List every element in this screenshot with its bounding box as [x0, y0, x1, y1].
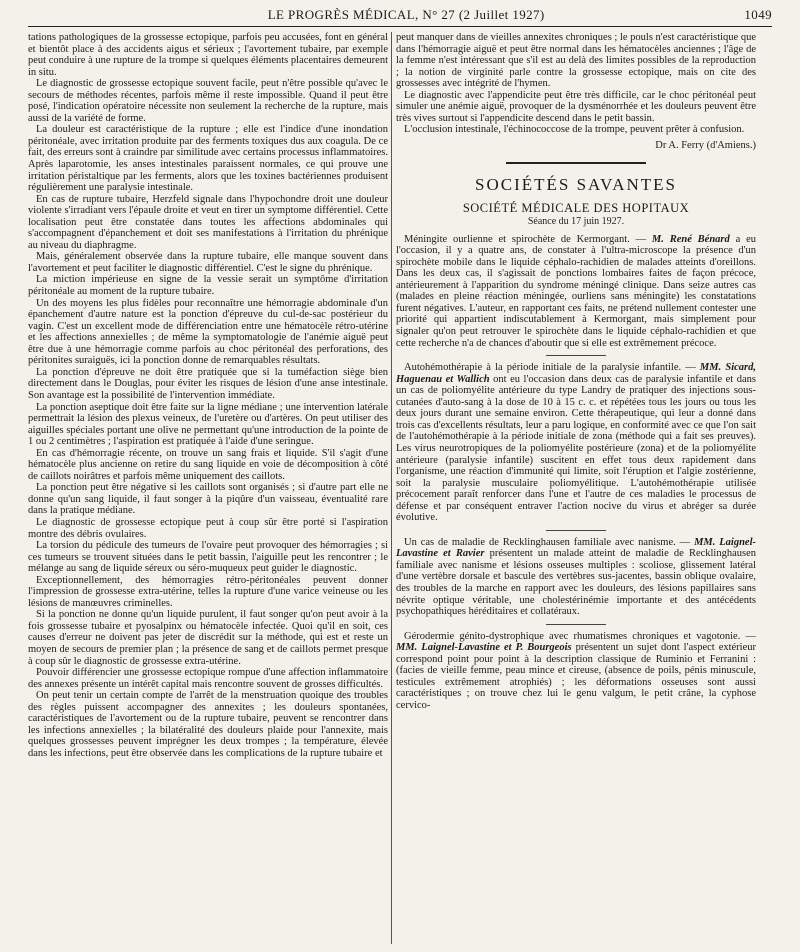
paragraph: Le diagnostic de grossesse ectopique souvent facile, peut n'être possible qu'avec le secours de méthodes récentes, parfois même il reste impossible. Quand il peut être posé, l'indication opératoire nécessite non seulement la recherche de la rupture, mais aussi de la variété de forme.	[28, 78, 388, 124]
right-column	[396, 32, 756, 711]
paragraph: Exceptionnellement, des hémorragies rétro-péritonéales peuvent donner l'impression de grossesse extra-utérine, telles la rupture d'une varice veineuse ou les lésions de manœuvres criminelles.	[28, 574, 388, 609]
page-number: 1049	[744, 7, 772, 22]
paragraph: Le diagnostic de grossesse ectopique peut à coup sûr être porté si l'aspiration montre des débris ovulaires.	[28, 516, 388, 540]
section-title: SOCIÉTÉS SAVANTES	[475, 175, 677, 195]
article: Autohémothérapie à la période initiale de la paralysie infantile. — MM. Sicard, Haguenau et Wallich ont eu l'occasion dans deux cas de paralysie infantile et dans un cas de poliomyélite antérieure du type Landry de pratiquer des injections sous-cutanées d'auto-sang à la dose de 10 à 15 c. c. et répétées tous les jours ou tous les deux jours durant une semaine environ. Cette thérapeutique, qui leur a donné dans trois cas d'excellents résultats, leur a paru logique, en conformité avec ce que l'on sait de l'autohémothérapie à la période initiale de zona (méthode qui a fait ses preuves). Les virus neurotropiques de la poliomyélite postérieure (zona) et de la poliomyélite antérieure (paralysie infantile) suscitent en effet tous deux rapidement dans l'organisme, une réaction d'immunité qui limite, soit l'éruption et l'algie zostérienne, soit la paralysie musculaire poliomyélitique. L'autohémothérapie utilisée précocement paraît renforcer dans l'une et l'autre de ces maladies le processus de défense et par conséquent entraver l'action nocive du virus et abréger sa durée évolutive.	[396, 362, 756, 524]
ornamental-rule	[396, 157, 756, 169]
paragraph: tations pathologiques de la grossesse ectopique, parfois peu accusées, font en général et bientôt place à des accidents aigus et sérieux ; l'avortement tubaire, par exemple peut conduire à une rupture de la trompe si quelques éléments placentaires demeurent in situ.	[28, 32, 388, 78]
article-text: ont eu l'occasion dans deux cas de paralysie infantile et dans un cas de poliomyélite antérieure du type Landry de pratiquer des injections sous-cutanées d'auto-sang à la dose de 10 à 15 c. c. et répétées tous les jours ou tous les deux jours durant une semaine environ. Cette thérapeutique, qui leur a donné dans trois cas d'excellents résultats, leur a paru logique, en conformité avec ce que l'on sait de l'autohémothérapie à la période initiale de zona (méthode qui a fait ses preuves). Les virus neurotropiques de la poliomyélite postérieure (zona) et de la poliomyélite antérieure (paralysie infantile) suscitent en effet tous deux rapidement dans l'organisme, une réaction d'immunité qui limite, soit l'éruption et l'algie zostérienne, soit la paralysie musculaire poliomyélitique. L'autohémothérapie utilisée précocement paraît renforcer dans l'une et l'autre de ces maladies le processus de défense et par conséquent entraver l'action nocive du virus et abréger sa durée évolutive.	[396, 373, 756, 524]
author-signature: Dr A. Ferry (d'Amiens.)	[655, 139, 756, 151]
running-header	[28, 6, 772, 24]
article-text: a eu l'occasion, il y a quatre ans, de constater à l'ultra-microscope la présence d'un spirochète mobile dans le liquide céphalo-rachidien de malades atteints d'oreillons. Dans les deux cas, il s'agissait de ponctions lombaires faites de façon précoce, antérieurement à l'apparition du syndrome méningé clinique. Dans seize autres cas (malades en pleine réaction méningée, ourliens sans méningite) les constatations furent négatives. L'auteur, en rapportant ces faits, ne prétend nullement contester une priorité qui appartient indiscutablement à Kermorgant, mais simplement pour signaler qu'on peut retrouver le spirochète dans le liquide céphalo-rachidien et que cette recherche n'a de chances d'aboutir que si elle est extrêmement précoce.	[396, 233, 757, 349]
article-authors: MM. Laignel-Lavastine et P. Bourgeois	[396, 642, 572, 654]
header-rule	[28, 26, 772, 27]
separator	[546, 355, 606, 356]
paragraph: Mais, généralement observée dans la rupture tubaire, elle manque souvent dans l'avortement et peut faciliter le diagnostic différentiel. C'est le signe du phrénique.	[28, 251, 388, 274]
article: Un cas de maladie de Recklinghausen familiale avec nanisme. — MM. Laignel-Lavastine et Ravier présentent un malade atteint de maladie de Recklinghausen familiale avec nanisme et lésions osseuses multiples : scoliose, glissement latéral d'une vertèbre dorsale et bascule des vertèbres sus-jacentes, bassin oblique ovalaire, des troubles de la marche en rapport avec les douleurs, des lésions papillaires sans névrite optique véritable, une cholestérinémie importante et des antécédents psychopathiques héréditaires et collatéraux.	[396, 536, 757, 618]
society-title: SOCIÉTÉ MÉDICALE DES HOPITAUX	[462, 200, 690, 215]
paragraph: La torsion du pédicule des tumeurs de l'ovaire peut provoquer des hémorragies ; si ces tumeurs se trouvent situées dans le petit bassin, l'aiguille peut les rencontrer ; le mélange au sang de liquide séreux ou séro-muqueux peut guider le diagnostic.	[28, 540, 388, 575]
article: Gérodermie génito-dystrophique avec rhumatismes chroniques et vagotonie. — MM. Laignel-Lavastine et P. Bourgeois présentent un sujet dont l'aspect extérieur correspond point pour point à la description classique de Ruminio et Ferranini : (facies de vieille femme, peau mince et cireuse, (absence de poils, pénis minuscule, testicules extrêmement atrophiés) ; les déformations osseuses sont aussi caractéristiques ; on trouve chez lui le genu valgum, le petit crâne, la cyphose cervico-	[396, 630, 757, 711]
article-title: Méningite ourlienne et spirochète de Kermorgant.	[404, 233, 630, 245]
column-divider	[391, 32, 392, 944]
left-column	[28, 32, 388, 759]
article-title: Autohémothérapie à la période initiale de la paralysie infantile.	[404, 362, 682, 374]
paragraph: La ponction d'épreuve ne doit être pratiquée que si la tuméfaction siège bien directement dans le Douglas, pour éviter les risques de lésion d'une anse intestinale. Son avantage est la possibilité de l'intervention immédiate.	[28, 366, 388, 401]
paragraph: Un des moyens les plus fidèles pour reconnaître une hémorragie abdominale d'un épanchement d'autre nature est la ponction d'épreuve du cul-de-sac postérieur du vagin. C'est un excellent mode de différenciation entre une hématocèle rétro-utérine et les affections annexielles ; de même la symptomatologie de l'anémie aiguë peut être due à une hémorragie comme parfois au choc péritonéal des perforations, des péritonites suraiguës, ici la ponction donne de remarquables résultats.	[28, 297, 388, 367]
article-authors: MM. Laignel-Lavastine et Ravier	[396, 536, 757, 560]
paragraph: En cas d'hémorragie récente, on trouve un sang frais et liquide. S'il s'agit d'une hématocèle plus ancienne on retire du sang liquide en voie de décomposition à côté de caillots noirâtres et parfois même uniquement des caillots.	[28, 447, 388, 482]
paragraph: En cas de rupture tubaire, Herzfeld signale dans l'hypochondre droit une douleur violente s'irradiant vers l'épaule droite et veut en tirer un symptome différentiel. Cette localisation peut être constatée dans toutes les affections abdominales qui s'accompagnent d'épanchement et doit ses manifestations à l'irritation du phrénique au niveau du diaphragme.	[28, 193, 388, 251]
article-text: présentent un sujet dont l'aspect extérieur correspond point pour point à la description classique de Ruminio et Ferranini : (facies de vieille femme, peau mince et cireuse, (absence de poils, pénis minuscule, testicules extrêmement atrophiés) ; les déformations osseuses sont aussi caractéristiques ; on trouve chez lui le genu valgum, le petit crâne, la cyphose cervico-	[396, 642, 756, 711]
paragraph: La ponction aseptique doit être faite sur la ligne médiane ; une intervention latérale permettrait la lésion des plexus veineux, de l'uretère ou d'artères. On peut utiliser des aiguilles spéciales portant une olive ne permettant qu'une introduction de la pointe de 1 ou 2 centimètres ; l'aspiration est pratiquée à l'aide d'une seringue.	[28, 401, 388, 448]
article-title: Un cas de maladie de Recklinghausen familiale avec nanisme.	[404, 536, 676, 548]
article-text: présentent un malade atteint de maladie de Recklinghausen familiale avec nanisme et lésions osseuses multiples : scoliose, glissement latéral d'une vertèbre dorsale et bascule des vertèbres sus-jacentes, bassin oblique ovalaire, des troubles de la marche en rapport avec les douleurs, des lésions papillaires sans névrite optique véritable, une cholestérinémie importante et des antécédents psychopathiques héréditaires et collatéraux.	[396, 548, 757, 618]
article-authors: M. René Bénard	[651, 233, 730, 245]
paragraph: L'occlusion intestinale, l'échinococcose de la trompe, peuvent prêter à confusion.	[404, 124, 745, 136]
paragraph: Pouvoir différencier une grossesse ectopique rompue d'une affection inflammatoire des annexes présente un intérêt capital mais rencontre souvent de grosses difficultés.	[28, 667, 388, 690]
article: Méningite ourlienne et spirochète de Kermorgant. — M. René Bénard a eu l'occasion, il y a quatre ans, de constater à l'ultra-microscope la présence d'un spirochète mobile dans le liquide céphalo-rachidien de malades atteints d'oreillons. Dans les deux cas, il s'agissait de ponctions lombaires faites de façon précoce, antérieurement à l'apparition du syndrome méningé clinique. Dans seize autres cas (malades en pleine réaction méningée, ourliens sans méningite) les constatations furent négatives. L'auteur, en rapportant ces faits, ne prétend nullement contester une priorité qui appartient indiscutablement à Kermorgant, mais simplement pour signaler qu'on peut retrouver le spirochète dans le liquide céphalo-rachidien et que cette recherche n'a de chances d'aboutir que si elle est extrêmement précoce.	[396, 233, 757, 349]
article-authors: MM. Sicard, Haguenau et Wallich	[396, 362, 756, 385]
separator	[546, 530, 606, 531]
paragraph: La miction impérieuse en signe de la vessie serait un symptôme d'irritation péritonéale au moment de la rupture tubaire.	[28, 274, 388, 298]
paragraph: Si la ponction ne donne qu'un liquide purulent, il faut songer qu'on peut avoir à la fois grossesse tubaire et pyosalpinx ou hématocèle infectée. Quoi qu'il en soit, ces causes d'erreur ne doivent pas jeter de discrédit sur la méthode, qui est et reste un moyen de secours de premier plan ; la présence de sang et de caillots permet presque à coup sûr le diagnostic de grossesse extra-utérine.	[28, 609, 388, 667]
session-date: Séance du 17 juin 1927.	[527, 216, 625, 228]
paragraph: Le diagnostic avec l'appendicite peut être très difficile, car le choc péritonéal peut simuler une anémie aiguë, provoquer de la dysménorrhée et les douleurs peuvent être très vives surtout si l'appendicite descend dans le petit bassin.	[396, 89, 756, 124]
paragraph: La ponction peut être négative si les caillots sont organisés ; si d'autre part elle ne donne qu'un sang liquide, il faut songer à la piqûre d'un vaisseau, éventualité rare dans la pratique médiane.	[28, 482, 388, 517]
article-title: Gérodermie génito-dystrophique avec rhumatismes chroniques et vagotonie.	[404, 630, 741, 642]
paragraph: La douleur est caractéristique de la rupture ; elle est l'indice d'une inondation péritonéale, avec irritation produite par des ferments toxiques dus aux coagula. De ce fait, des erreurs sont à craindre par similitude avec certains processus inflammatoires. Après laparotomie, les anses intestinales paraissent normales, ce qui prouve une irritation péristaltique par les ferments, alors que les toxines bactériennes produisent régulièrement une paralysie intestinale.	[28, 124, 388, 194]
journal-title: LE PROGRÈS MÉDICAL, N° 27 (2 Juillet 1927)	[267, 7, 545, 22]
paragraph: On peut tenir un certain compte de l'arrêt de la menstruation quoique des troubles des règles puissent accompagner des annexites ; les douleurs spontanées, caractéristiques de l'avortement ou de la rupture tubaire, peuvent se rencontrer dans les infections annexielles ; la bilatéralité des douleurs plaide pour l'annexite, mais quelques grossesses peuvent imprégner les deux trompes ; la température, élevée dans les infections, peut être observée dans les complications de la rupture tubaire et	[28, 690, 388, 759]
paragraph: peut manquer dans de vieilles annexites chroniques ; le pouls n'est caractéristique que dans l'hémorragie aiguë et peut être normal dans les hématocèles anciennes ; l'âge de la femme n'est intéressant que s'il est au delà des limites possibles de la reproduction ; la notion de virginité parle contre la grossesse ectopique, mais on cite des grossesses avec intégrité de l'hymen.	[396, 32, 756, 90]
separator	[546, 624, 606, 625]
